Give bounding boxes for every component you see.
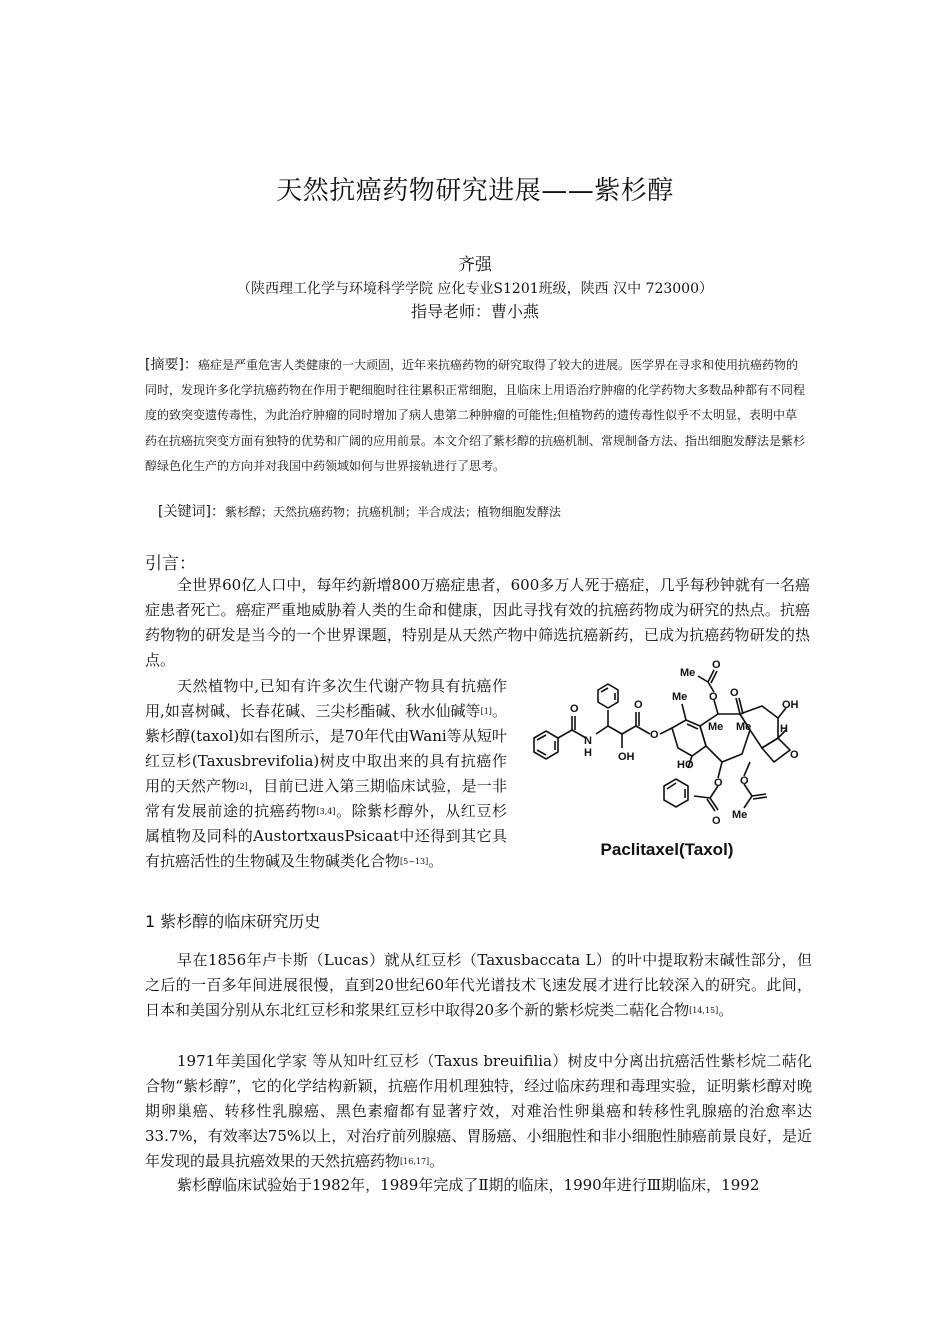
- atom-label: O: [650, 729, 659, 741]
- atom-label: O: [740, 775, 749, 787]
- atom-label: O: [714, 777, 723, 789]
- intro-paragraph-1: 全世界60亿人口中，每年约新增800万癌症患者，600多万人死于癌症，几乎每秒钟就有一名癌症患者死亡。癌症严重地威胁着人类的生命和健康，因此寻找有效的抗癌药物成为研究的热点。抗癌药物物的研发是当今的一个世界课题，特别是从天然产物中筛选抗癌新药，已成为抗癌药物研发的热点。: [145, 576, 810, 669]
- atom-label: OH: [782, 699, 799, 711]
- atom-label: N: [584, 735, 592, 747]
- text-run: 。: [429, 1152, 445, 1170]
- atom-label: O: [730, 687, 739, 699]
- atom-label: HO: [677, 759, 694, 771]
- citation: [3,4]: [316, 807, 336, 816]
- text-run: 。紫杉醇(taxol)如右图所示，是70年代由Wani等从短叶红豆杉(Taxusbrevifolia)树皮中取出来的具有抗癌作用的天然产物: [145, 702, 507, 795]
- text-run: 天然植物中,已知有许多次生代谢产物具有抗癌作用,如喜树碱、长春花碱、三尖杉酯碱、秋水仙碱等: [145, 677, 507, 720]
- text-run: 。除紫杉醇外，从红豆杉属植物及同科的AustortxausPsicaat中还得到其它具有抗癌活性的生物碱及生物碱类化合物: [145, 802, 507, 870]
- intro-heading: 引言：: [145, 554, 196, 574]
- section-1-paragraph-3: 紫杉醇临床试验始于1982年，1989年完成了Ⅱ期的临床，1990年进行Ⅲ期临床，1992: [177, 1176, 760, 1194]
- citation: [1]: [480, 707, 492, 716]
- section-1-paragraph-1: [145, 948, 812, 1023]
- atom-label: O: [709, 691, 718, 703]
- atom-label: O: [570, 703, 579, 715]
- atom-label: H: [584, 747, 592, 759]
- atom-label: O: [712, 659, 721, 671]
- taxol-structure-drawing: [522, 659, 812, 838]
- atom-label: O: [634, 699, 643, 711]
- abstract-label: [摘要]：: [145, 357, 198, 373]
- citation: [5~13]: [400, 857, 429, 866]
- citation: [16,17]: [400, 1157, 430, 1166]
- author-affiliation: （陕西理工化学与环境科学学院 应化专业S1201班级，陕西 汉中 723000）: [236, 281, 713, 297]
- atom-label: OH: [618, 751, 635, 763]
- atom-label: Me: [736, 721, 752, 733]
- keywords-label: [关键词]：: [158, 504, 225, 520]
- text-run: 。: [718, 1001, 734, 1019]
- citation: [14,15]: [689, 1006, 719, 1015]
- atom-label: O: [712, 815, 721, 827]
- atom-label: Me: [708, 721, 724, 733]
- figure-caption: Paclitaxel(Taxol): [600, 840, 734, 859]
- advisor-line: 指导老师：曹小燕: [410, 302, 539, 321]
- section-1-paragraph-2: [145, 1049, 812, 1174]
- text-run: ，目前已进入第三期临床试验，是一非常有发展前途的抗癌药物: [145, 777, 507, 820]
- author-name: 齐强: [458, 255, 492, 275]
- text-run: 早在1856年卢卡斯（Lucas）就从红豆杉（Taxusbaccata L）的叶中提取粉末碱性部分，但之后的一百多年间进展很慢，直到20世纪60年代光谱技术飞速发展才进行比较深入的研究。此间，日本和美国分别从东北红豆杉和浆果红豆杉中取得20多个新的紫杉烷类二萜化合物: [145, 951, 812, 1019]
- atom-label: Me: [672, 691, 688, 703]
- paper-title: 天然抗癌药物研究进展——紫杉醇: [276, 176, 674, 206]
- atom-label: O: [790, 749, 799, 761]
- text-run: 1971年美国化学家 等从知叶红豆杉（Taxus breuifilia）树皮中分离出抗癌活性紫杉烷二萜化合物“紫杉醇”，它的化学结构新颖，抗癌作用机理独特，经过临床药理和毒理实验，证明紫杉醇对晚期卵巢癌、转移性乳腺癌、黑色素瘤都有显著疗效，对难治性卵巢癌和转移性乳腺癌的治愈率达33.7%，有效率达75%以上，对治疗前列腺癌、胃肠癌、小细胞性和非小细胞性肺癌前景良好，是近年发现的最具抗癌效果的天然抗癌药物: [145, 1052, 812, 1170]
- intro-paragraph-2: [145, 674, 507, 874]
- keywords-text: 紫杉醇；天然抗癌药物；抗癌机制；半合成法；植物细胞发酵法: [224, 505, 561, 519]
- taxol-structure-figure: [522, 659, 812, 868]
- atom-label: Me: [680, 667, 696, 679]
- atom-label: Me: [732, 809, 748, 821]
- atom-label: H: [780, 723, 788, 735]
- keywords: [158, 500, 808, 525]
- citation: [2]: [236, 782, 248, 791]
- abstract: [145, 353, 805, 479]
- text-run: 。: [428, 852, 444, 870]
- section-1-heading: 1 紫杉醇的临床研究历史: [145, 912, 321, 931]
- abstract-text: 癌症是严重危害人类健康的一大顽固，近年来抗癌药物的研究取得了较大的进展。医学界在寻求和使用抗癌药物的同时，发现许多化学抗癌药物在作用于靶细胞时往往累积正常细胞，且临床上用语治疗肿瘤的化学药物大多数品种都有不同程度的致突变遗传毒性，为此治疗肿瘤的同时增加了病人患第二种肿瘤的可能性;但植物药的遗传毒性似乎不太明显，表明中草药在抗癌抗突变方面有独特的优势和广阔的应用前景。本文介绍了紫杉醇的抗癌机制、常规制备方法、指出细胞发酵法是紫杉醇绿色化生产的方向并对我国中药领域如何与世界接轨进行了思考。: [145, 358, 806, 473]
